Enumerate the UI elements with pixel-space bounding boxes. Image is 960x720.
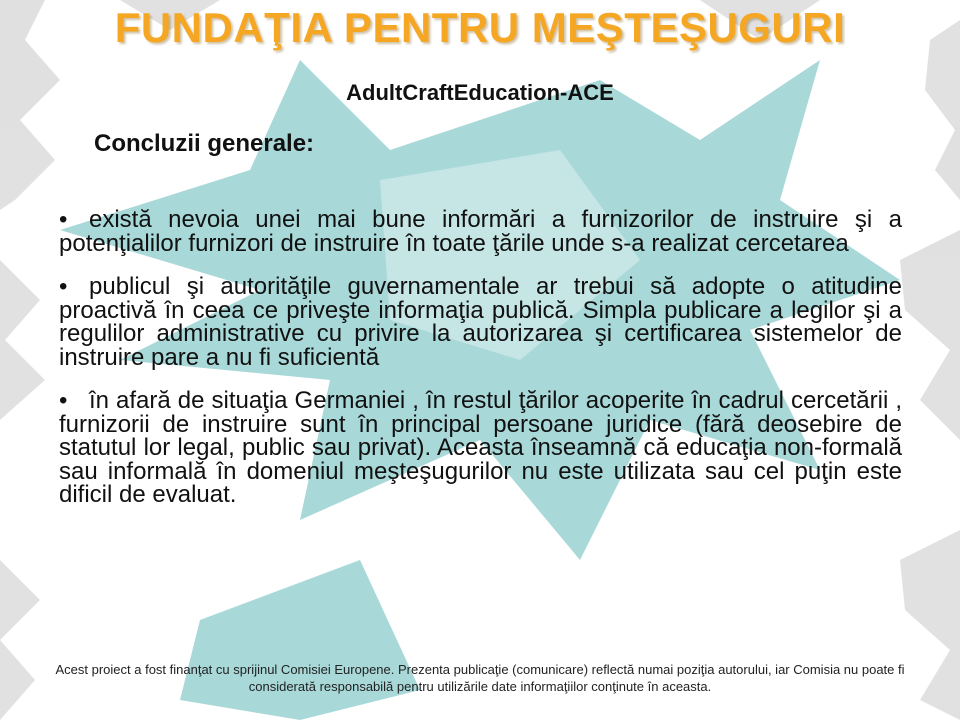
bullet-text: publicul şi autorităţile guvernamentale ar trebui să adopte o atitudine proactivă în ceea ce priveşte informaţia publică. Simpla publicare a legilor şi a regulilor administrative cu privire la autorizarea şi certificarea sistemelor de instruire pare a nu fi suficientă bbox=[59, 273, 902, 371]
bullet-text: există nevoia unei mai bune informări a furnizorilor de instruire şi a potenţialilor furnizori de instruire în toate ţările unde s-a realizat cercetarea bbox=[59, 206, 902, 257]
bullet-marker: • bbox=[59, 273, 68, 300]
bullet-item bbox=[59, 389, 902, 507]
slide-title: FUNDAŢIA PENTRU MEŞTEŞUGURI bbox=[114, 4, 846, 51]
funding-disclaimer: Acest proiect a fost finanţat cu sprijinul Comisiei Europene. Prezenta publicaţie (comunicare) reflectă numai poziţia autorului, iar Comisia nu poate fi considerată responsabilă pentru utilizările date informaţiilor conţinute în aceasta. bbox=[55, 662, 905, 694]
bullet-list bbox=[59, 208, 902, 527]
bullet-item bbox=[59, 208, 902, 255]
bullet-marker: • bbox=[59, 206, 68, 233]
slide-subtitle: AdultCraftEducation-ACE bbox=[346, 80, 614, 105]
bullet-marker: • bbox=[59, 387, 68, 414]
bullet-text: în afară de situaţia Germaniei , în restul ţărilor acoperite în cadrul cercetării , furnizorii de instruire sunt în principal persoane juridice (fără deosebire de statutul lor legal, public sau privat). Aceasta înseamnă că educaţia non-formală sau informală în domeniul meşteşugurilor nu este utilizata sau cel puţin este dificil de evaluat. bbox=[59, 387, 902, 508]
bullet-item bbox=[59, 275, 902, 369]
section-heading: Concluzii generale: bbox=[94, 130, 315, 157]
